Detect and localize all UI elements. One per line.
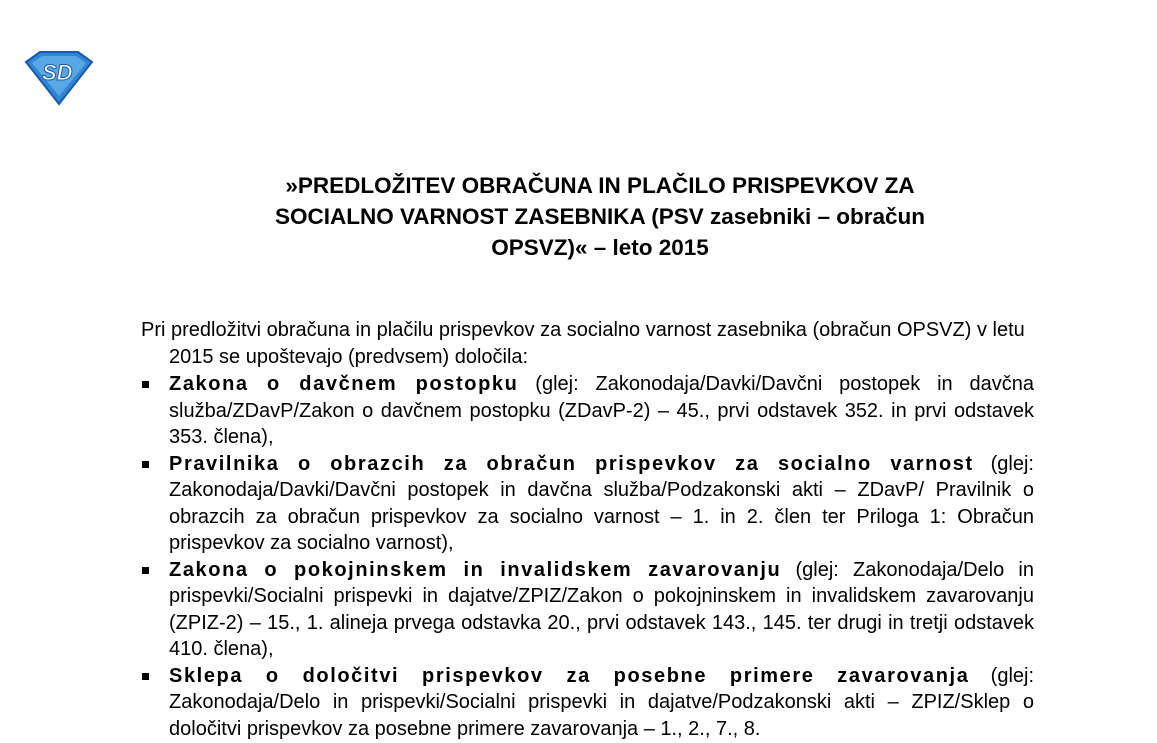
bullet-icon [142, 673, 149, 680]
list-item [141, 663, 1034, 743]
logo-icon [22, 50, 96, 106]
bullet-icon [142, 461, 149, 468]
list-item [141, 451, 1034, 557]
bullet-icon [142, 381, 149, 388]
list-item-bold: Zakona o pokojninskem in invalidskem zavarovanju [169, 558, 782, 581]
bullet-icon [142, 567, 149, 574]
title-line-1: »PREDLOŽITEV OBRAČUNA IN PLAČILO PRISPEVKOV ZA [285, 173, 915, 198]
list-item-text: (glej: Zakonodaja/Delo in prispevki/Socialni prispevki in dajatve/Podzakonski akti – ZPIZ/Sklep o določitvi prispevkov za posebne primere zavarovanja – 1., 2., 7., 8. [169, 664, 1035, 740]
list-item [141, 371, 1034, 451]
page-title [150, 170, 1050, 263]
list-item-bold: Zakona o davčnem postopku [169, 373, 519, 395]
list-item-bold: Pravilnika o obrazcih za obračun prispevkov za socialno varnost [169, 452, 974, 475]
list-item-text: (glej: Zakonodaja/Davki/Davčni postopek in davčna služba/Podzakonski akti – ZDavP/ Pravilnik o obrazcih za obračun prispevkov za socialno varnost – 1. in 2. člen ter Priloga 1: Obračun prispevkov za socialno varnost), [169, 452, 1034, 554]
intro-paragraph: Pri predložitvi obračuna in plačilu prispevkov za socialno varnost zasebnika (obračun OPSVZ) v letu 2015 se upoštevajo (predvsem) določila: [141, 319, 1025, 368]
regulations-list [141, 371, 1034, 742]
company-logo [22, 50, 96, 106]
list-item-text: (glej: Zakonodaja/Delo in prispevki/Socialni prispevki in dajatve/ZPIZ/Zakon o pokojninskem in invalidskem zavarovanju (ZPIZ-2) – 15., 1. alineja prvega odstavka 20., prvi odstavek 143., 145. ter drugi in tretji odstavek 410. člena), [169, 558, 1034, 660]
logo-lettering: SD [42, 60, 73, 85]
list-item-bold: Sklepa o določitvi prispevkov za posebne primere zavarovanja [169, 664, 970, 687]
title-line-2: SOCIALNO VARNOST ZASEBNIKA (PSV zasebniki – obračun [274, 204, 926, 229]
list-item-text: (glej: Zakonodaja/Davki/Davčni postopek in davčna služba/ZDavP/Zakon o davčnem postopku (ZDavP-2) – 45., prvi odstavek 352. in prvi odstavek 353. člena), [169, 373, 1034, 448]
title-line-3: OPSVZ)« – leto 2015 [491, 235, 709, 260]
list-item [141, 557, 1034, 663]
